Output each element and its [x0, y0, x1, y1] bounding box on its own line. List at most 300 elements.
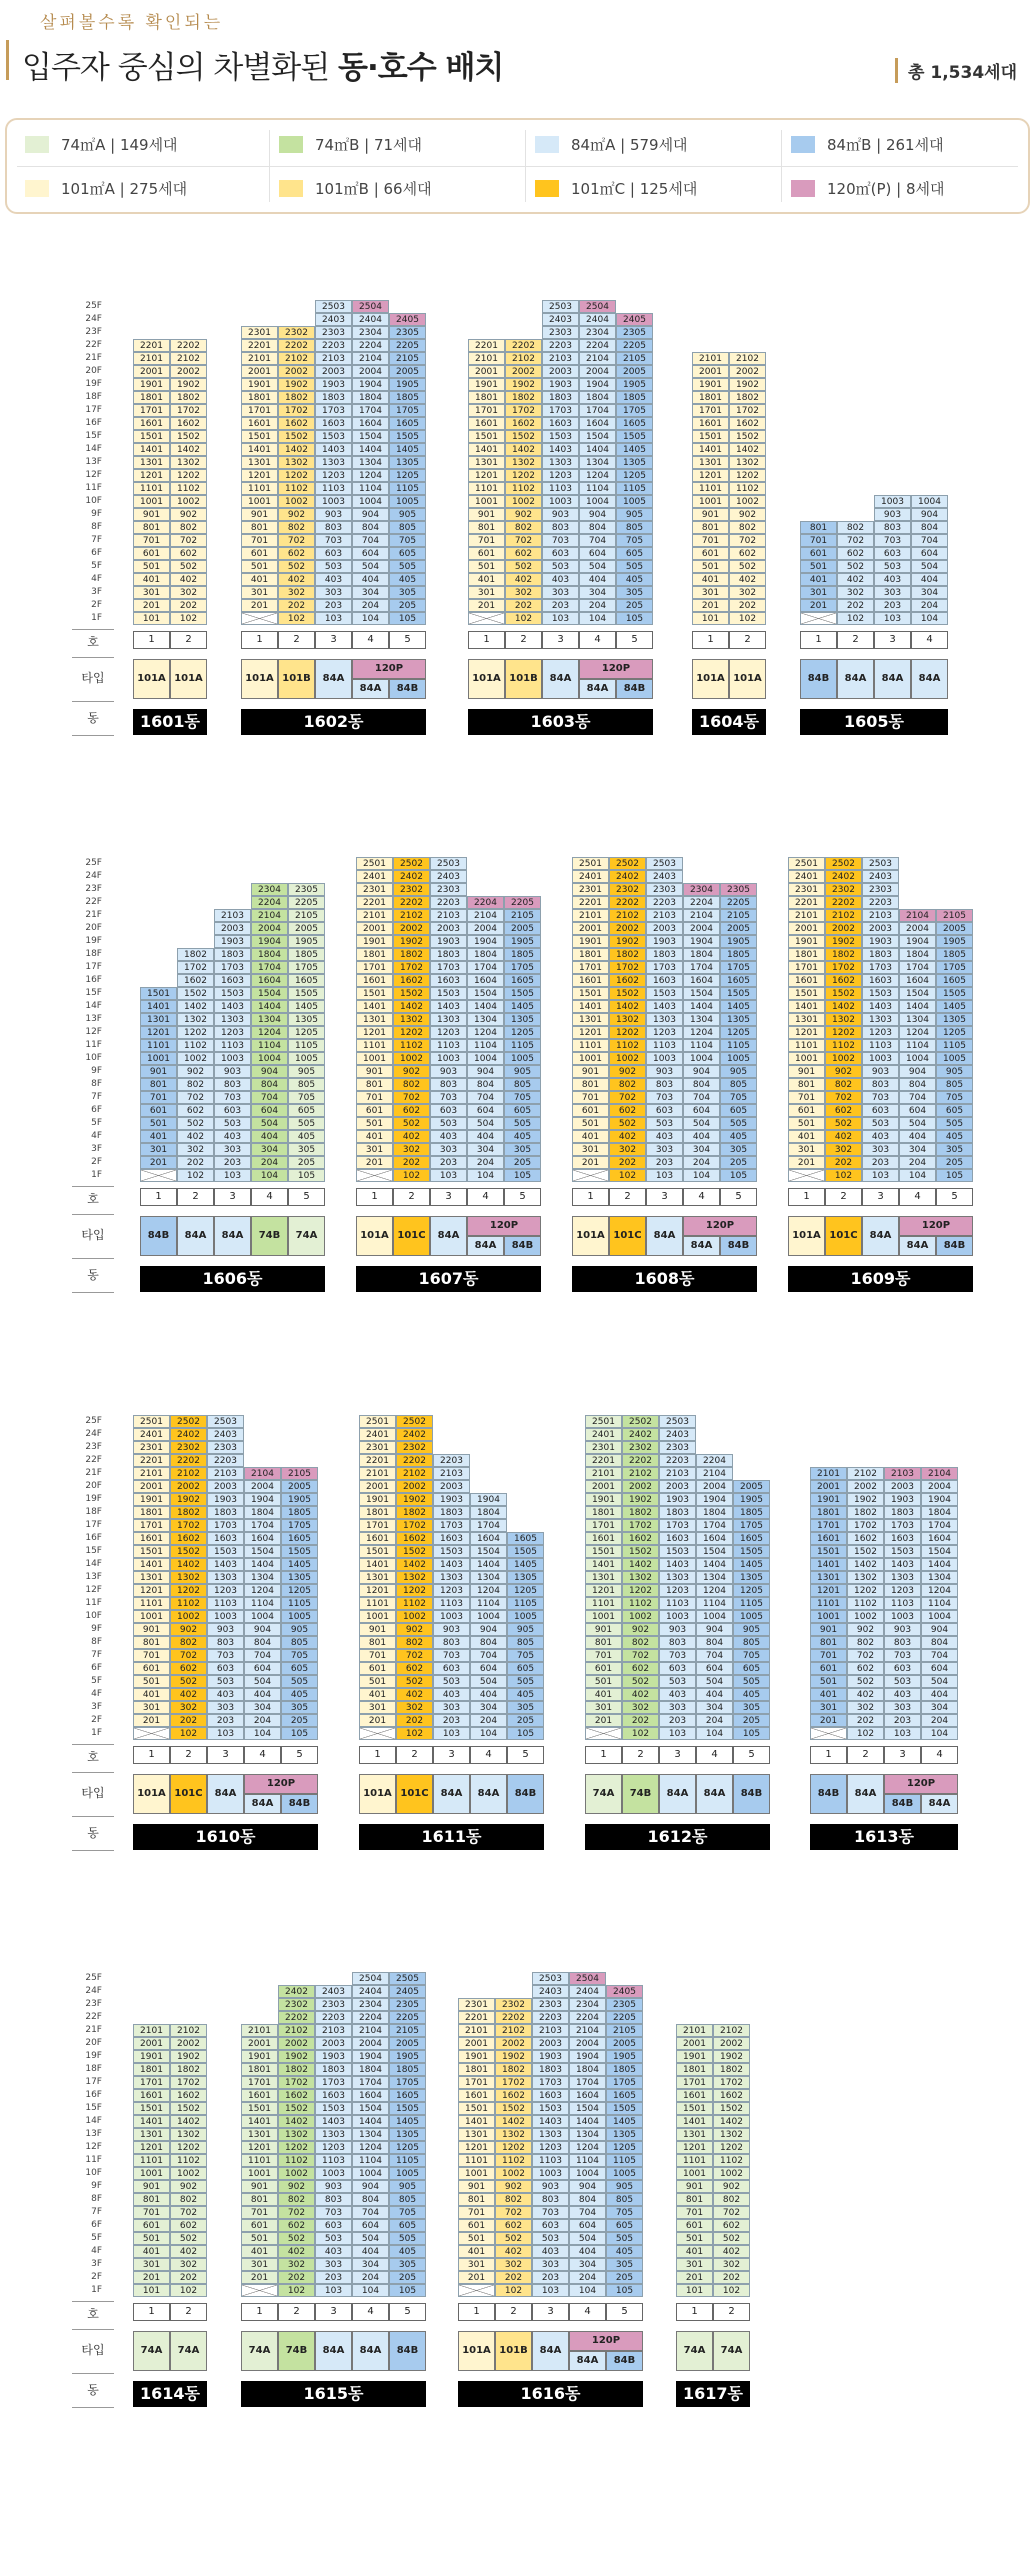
- unit-cell: 1902: [278, 2050, 315, 2063]
- ho-number: 3: [542, 631, 579, 649]
- unit-cell: 402: [278, 573, 315, 586]
- unit-cell: 1802: [170, 1506, 207, 1519]
- unit-cell: 1305: [720, 1013, 757, 1026]
- unit-cell: 2103: [884, 1467, 921, 1480]
- unit-cell: 2404: [569, 1985, 606, 1998]
- unit-cell: 404: [899, 1130, 936, 1143]
- type-cell: 84B: [389, 679, 426, 699]
- unit-cell: 1201: [359, 1584, 396, 1597]
- unit-cell: 1603: [430, 974, 467, 987]
- dong-row-label: 동: [87, 1826, 99, 1840]
- unit-cell: 504: [921, 1675, 958, 1688]
- unit-cell: 1901: [133, 378, 170, 391]
- unit-cell: 1605: [720, 974, 757, 987]
- unit-cell: 804: [352, 2193, 389, 2206]
- unit-cell: 1502: [713, 2102, 750, 2115]
- unit-cell: 202: [278, 599, 315, 612]
- unit-cell: 402: [825, 1130, 862, 1143]
- ho-number: 2: [170, 1746, 207, 1764]
- unit-cell: 1705: [389, 404, 426, 417]
- floor-label: 5F: [91, 1118, 102, 1128]
- unit-cell: 1201: [810, 1584, 847, 1597]
- unit-cell: 2202: [825, 896, 862, 909]
- unit-cell: 2204: [467, 896, 504, 909]
- unit-cell: 1703: [430, 961, 467, 974]
- unit-cell: 603: [207, 1662, 244, 1675]
- type-cell: 84A: [921, 1794, 958, 1814]
- unit-cell: 504: [579, 560, 616, 573]
- unit-cell: 1404: [251, 1000, 288, 1013]
- ho-number: 5: [281, 1746, 318, 1764]
- building-name-label: 1606동: [140, 1266, 325, 1292]
- unit-cell: 1602: [505, 417, 542, 430]
- unit-cell: 1105: [936, 1039, 973, 1052]
- unit-cell: 901: [676, 2180, 713, 2193]
- unit-cell: 1901: [356, 935, 393, 948]
- unit-cell: 1303: [433, 1571, 470, 1584]
- unit-cell: 1901: [359, 1493, 396, 1506]
- ho-number: 2: [847, 1746, 884, 1764]
- unit-cell: 1402: [393, 1000, 430, 1013]
- unit-cell: 1405: [733, 1558, 770, 1571]
- unit-cell: 1905: [606, 2050, 643, 2063]
- unit-cell: 2104: [244, 1467, 281, 1480]
- unit-cell: 1705: [606, 2076, 643, 2089]
- unit-cell: 1305: [733, 1571, 770, 1584]
- unit-cell: 1603: [646, 974, 683, 987]
- unit-cell: 1804: [352, 391, 389, 404]
- unit-cell: 704: [696, 1649, 733, 1662]
- unit-cell: 1801: [676, 2063, 713, 2076]
- unit-cell: 1701: [133, 2076, 170, 2089]
- row-divider: [72, 1214, 114, 1215]
- unit-cell: 302: [825, 1143, 862, 1156]
- unit-cell: 1905: [720, 935, 757, 948]
- unit-cell: 2303: [862, 883, 899, 896]
- unit-cell: 504: [467, 1117, 504, 1130]
- unit-cell: 1201: [788, 1026, 825, 1039]
- unit-cell: 1205: [606, 2141, 643, 2154]
- unit-cell: 2301: [133, 1441, 170, 1454]
- unit-cell: 1104: [244, 1597, 281, 1610]
- unit-cell: 303: [532, 2258, 569, 2271]
- unit-cell: 402: [847, 1688, 884, 1701]
- unit-cell: 903: [315, 2180, 352, 2193]
- floor-label: 24F: [85, 314, 102, 324]
- unit-cell: 1304: [244, 1571, 281, 1584]
- unit-cell: 1104: [251, 1039, 288, 1052]
- type-cell: 84A: [683, 1236, 720, 1256]
- unit-cell: 2303: [315, 1998, 352, 2011]
- unit-cell: 402: [713, 2245, 750, 2258]
- floor-label: 10F: [85, 1611, 102, 1621]
- unit-cell: 1102: [177, 1039, 214, 1052]
- unit-cell: 602: [847, 1662, 884, 1675]
- legend-swatch: [535, 136, 559, 153]
- floor-label: 16F: [85, 1533, 102, 1543]
- floor-label: 25F: [85, 301, 102, 311]
- unit-cell: 1501: [140, 987, 177, 1000]
- floor-label: 9F: [91, 1624, 102, 1634]
- unit-cell: 1903: [207, 1493, 244, 1506]
- dong-row-label: 동: [87, 2383, 99, 2397]
- unit-cell: 303: [542, 586, 579, 599]
- unit-cell: 1902: [505, 378, 542, 391]
- unit-cell: 1404: [244, 1558, 281, 1571]
- unit-cell: 204: [696, 1714, 733, 1727]
- unit-cell: 1605: [288, 974, 325, 987]
- unit-cell: 2103: [433, 1467, 470, 1480]
- unit-cell: [241, 2284, 278, 2297]
- unit-cell: 1302: [393, 1013, 430, 1026]
- unit-cell: 505: [389, 2232, 426, 2245]
- unit-cell: 1102: [713, 2154, 750, 2167]
- unit-cell: 305: [616, 586, 653, 599]
- unit-cell: 201: [359, 1714, 396, 1727]
- floor-label: 19F: [85, 379, 102, 389]
- unit-cell: 605: [389, 547, 426, 560]
- unit-cell: 1003: [646, 1052, 683, 1065]
- floor-label: 18F: [85, 2064, 102, 2074]
- unit-cell: 1501: [676, 2102, 713, 2115]
- unit-cell: 1001: [676, 2167, 713, 2180]
- unit-cell: 1101: [676, 2154, 713, 2167]
- unit-cell: 1803: [862, 948, 899, 961]
- unit-cell: 1003: [315, 495, 352, 508]
- row-divider: [72, 1186, 114, 1187]
- unit-cell: 1002: [278, 2167, 315, 2180]
- unit-cell: 1604: [352, 417, 389, 430]
- unit-cell: 505: [389, 560, 426, 573]
- unit-cell: 2102: [278, 2024, 315, 2037]
- unit-cell: 2001: [359, 1480, 396, 1493]
- unit-cell: 701: [572, 1091, 609, 1104]
- unit-cell: 2105: [389, 2024, 426, 2037]
- unit-cell: 105: [281, 1727, 318, 1740]
- unit-cell: 502: [713, 2232, 750, 2245]
- unit-cell: 1001: [810, 1610, 847, 1623]
- unit-cell: 1505: [936, 987, 973, 1000]
- legend-swatch: [791, 136, 815, 153]
- unit-cell: 2103: [214, 909, 251, 922]
- unit-cell: 503: [532, 2232, 569, 2245]
- ho-number: 2: [609, 1188, 646, 1206]
- ho-number: 4: [251, 1188, 288, 1206]
- unit-cell: 105: [936, 1169, 973, 1182]
- unit-cell: 2005: [504, 922, 541, 935]
- unit-cell: 204: [899, 1156, 936, 1169]
- unit-cell: 404: [251, 1130, 288, 1143]
- unit-cell: 2001: [585, 1480, 622, 1493]
- unit-cell: 2405: [606, 1985, 643, 1998]
- unit-cell: 401: [676, 2245, 713, 2258]
- unit-cell: 305: [507, 1701, 544, 1714]
- unit-cell: 1004: [467, 1052, 504, 1065]
- unit-cell: 505: [504, 1117, 541, 1130]
- unit-cell: 103: [659, 1727, 696, 1740]
- unit-cell: 1403: [659, 1558, 696, 1571]
- floor-label: 8F: [91, 1079, 102, 1089]
- unit-cell: 803: [874, 521, 911, 534]
- unit-cell: 1703: [532, 2076, 569, 2089]
- unit-cell: 305: [288, 1143, 325, 1156]
- unit-cell: 1301: [133, 456, 170, 469]
- unit-cell: 1604: [683, 974, 720, 987]
- unit-cell: 1103: [542, 482, 579, 495]
- unit-cell: 504: [244, 1675, 281, 1688]
- unit-cell: 1302: [177, 1013, 214, 1026]
- floor-label: 20F: [85, 366, 102, 376]
- type-cell: 101A: [692, 659, 729, 699]
- floor-label: 11F: [85, 2155, 102, 2165]
- unit-cell: 2204: [683, 896, 720, 909]
- building-layout: [0, 240, 1035, 2560]
- unit-cell: 802: [609, 1078, 646, 1091]
- unit-cell: 2202: [170, 1454, 207, 1467]
- unit-cell: 1001: [356, 1052, 393, 1065]
- unit-cell: 704: [352, 2206, 389, 2219]
- unit-cell: 1003: [207, 1610, 244, 1623]
- unit-cell: 405: [720, 1130, 757, 1143]
- unit-cell: 1003: [884, 1610, 921, 1623]
- unit-cell: 904: [921, 1623, 958, 1636]
- unit-cell: 1201: [133, 1584, 170, 1597]
- ho-number: 2: [278, 2303, 315, 2321]
- unit-cell: 202: [170, 599, 207, 612]
- unit-cell: 604: [921, 1662, 958, 1675]
- unit-cell: 1504: [899, 987, 936, 1000]
- unit-cell: 1605: [936, 974, 973, 987]
- ho-number: 1: [468, 631, 505, 649]
- unit-cell: 702: [396, 1649, 433, 1662]
- unit-cell: 702: [278, 2206, 315, 2219]
- unit-cell: 1204: [352, 469, 389, 482]
- unit-cell: 2001: [133, 2037, 170, 2050]
- unit-cell: 1903: [433, 1493, 470, 1506]
- unit-cell: 205: [507, 1714, 544, 1727]
- ho-number: 1: [241, 631, 278, 649]
- unit-cell: 2101: [676, 2024, 713, 2037]
- unit-cell: 705: [606, 2206, 643, 2219]
- unit-cell: 902: [278, 2180, 315, 2193]
- unit-cell: 1903: [884, 1493, 921, 1506]
- ho-number: 3: [207, 1746, 244, 1764]
- unit-cell: 1404: [921, 1558, 958, 1571]
- unit-cell: 1502: [396, 1545, 433, 1558]
- unit-cell: 1902: [170, 378, 207, 391]
- unit-cell: 401: [359, 1688, 396, 1701]
- unit-cell: 201: [676, 2271, 713, 2284]
- unit-cell: 404: [683, 1130, 720, 1143]
- unit-cell: [458, 2284, 495, 2297]
- unit-cell: 1202: [396, 1584, 433, 1597]
- unit-cell: 1405: [281, 1558, 318, 1571]
- unit-cell: 501: [810, 1675, 847, 1688]
- unit-cell: 2503: [646, 857, 683, 870]
- unit-cell: 1603: [214, 974, 251, 987]
- unit-cell: 901: [359, 1623, 396, 1636]
- unit-cell: 1702: [505, 404, 542, 417]
- unit-cell: 2002: [278, 2037, 315, 2050]
- unit-cell: 603: [532, 2219, 569, 2232]
- unit-cell: 201: [356, 1156, 393, 1169]
- unit-cell: 2503: [862, 857, 899, 870]
- ho-number: 1: [241, 2303, 278, 2321]
- ho-number: 4: [244, 1746, 281, 1764]
- floor-label: 16F: [85, 975, 102, 985]
- unit-cell: 501: [692, 560, 729, 573]
- unit-cell: 2002: [622, 1480, 659, 1493]
- unit-cell: 1102: [396, 1597, 433, 1610]
- unit-cell: 1202: [713, 2141, 750, 2154]
- unit-cell: 2101: [359, 1467, 396, 1480]
- unit-cell: 602: [609, 1104, 646, 1117]
- unit-cell: 1301: [692, 456, 729, 469]
- unit-cell: 1503: [430, 987, 467, 1000]
- unit-cell: 2104: [352, 2024, 389, 2037]
- unit-cell: 1101: [810, 1597, 847, 1610]
- unit-cell: 803: [542, 521, 579, 534]
- unit-cell: 403: [207, 1688, 244, 1701]
- unit-cell: 1502: [278, 430, 315, 443]
- unit-cell: 105: [288, 1169, 325, 1182]
- unit-cell: 602: [393, 1104, 430, 1117]
- unit-cell: 1705: [288, 961, 325, 974]
- unit-cell: 2205: [389, 2011, 426, 2024]
- unit-cell: 1804: [470, 1506, 507, 1519]
- unit-cell: 2103: [542, 352, 579, 365]
- unit-cell: 2304: [352, 1998, 389, 2011]
- unit-cell: 103: [433, 1727, 470, 1740]
- type-cell: 84A: [352, 679, 389, 699]
- unit-cell: 1503: [315, 2102, 352, 2115]
- unit-cell: 2303: [315, 326, 352, 339]
- ho-number: 3: [659, 1746, 696, 1764]
- unit-cell: 2102: [622, 1467, 659, 1480]
- unit-cell: 701: [585, 1649, 622, 1662]
- ho-number: 5: [507, 1746, 544, 1764]
- unit-cell: 2301: [585, 1441, 622, 1454]
- unit-cell: 1303: [542, 456, 579, 469]
- unit-cell: 304: [569, 2258, 606, 2271]
- unit-cell: [356, 1169, 393, 1182]
- unit-cell: 1001: [133, 1610, 170, 1623]
- unit-cell: 502: [505, 560, 542, 573]
- unit-cell: 1404: [899, 1000, 936, 1013]
- unit-cell: 1204: [696, 1584, 733, 1597]
- unit-cell: 102: [393, 1169, 430, 1182]
- unit-cell: 1003: [542, 495, 579, 508]
- unit-cell: 2105: [606, 2024, 643, 2037]
- floor-label: 24F: [85, 871, 102, 881]
- unit-cell: 2202: [278, 2011, 315, 2024]
- unit-cell: 1603: [884, 1532, 921, 1545]
- unit-cell: 1703: [207, 1519, 244, 1532]
- unit-cell: 701: [133, 1649, 170, 1662]
- unit-cell: 104: [251, 1169, 288, 1182]
- type-cell: 84A: [532, 2331, 569, 2371]
- unit-cell: 1803: [430, 948, 467, 961]
- unit-cell: 1802: [713, 2063, 750, 2076]
- unit-cell: 102: [278, 612, 315, 625]
- type-cell: 84A: [315, 2331, 352, 2371]
- unit-cell: 1904: [569, 2050, 606, 2063]
- unit-cell: 1805: [389, 2063, 426, 2076]
- unit-cell: 1405: [389, 443, 426, 456]
- unit-cell: 2204: [352, 339, 389, 352]
- unit-cell: 501: [676, 2232, 713, 2245]
- unit-cell: 1301: [133, 1571, 170, 1584]
- unit-cell: 1202: [170, 1584, 207, 1597]
- unit-cell: 2102: [278, 352, 315, 365]
- unit-cell: 402: [170, 2245, 207, 2258]
- unit-cell: 2404: [352, 313, 389, 326]
- unit-cell: 201: [800, 599, 837, 612]
- unit-cell: 202: [505, 599, 542, 612]
- unit-cell: 1101: [133, 482, 170, 495]
- unit-cell: 104: [921, 1727, 958, 1740]
- type-cell: 101A: [729, 659, 766, 699]
- unit-cell: 1202: [170, 2141, 207, 2154]
- unit-cell: 605: [606, 2219, 643, 2232]
- unit-cell: 905: [733, 1623, 770, 1636]
- unit-cell: 905: [606, 2180, 643, 2193]
- unit-cell: 1103: [646, 1039, 683, 1052]
- unit-cell: 802: [396, 1636, 433, 1649]
- unit-cell: 203: [646, 1156, 683, 1169]
- unit-cell: 302: [505, 586, 542, 599]
- unit-cell: 501: [359, 1675, 396, 1688]
- unit-cell: 2203: [433, 1454, 470, 1467]
- unit-cell: 1804: [683, 948, 720, 961]
- unit-cell: 702: [837, 534, 874, 547]
- unit-cell: 2405: [616, 313, 653, 326]
- row-divider: [72, 1816, 114, 1817]
- unit-cell: 1904: [696, 1493, 733, 1506]
- ho-number: 2: [729, 631, 766, 649]
- ho-number: 1: [585, 1746, 622, 1764]
- unit-cell: 602: [170, 2219, 207, 2232]
- unit-cell: 1504: [921, 1545, 958, 1558]
- unit-cell: 1502: [609, 987, 646, 1000]
- unit-cell: 701: [140, 1091, 177, 1104]
- unit-cell: 1702: [278, 404, 315, 417]
- unit-cell: 2301: [359, 1441, 396, 1454]
- unit-cell: 2305: [389, 1998, 426, 2011]
- floor-label: 11F: [85, 1598, 102, 1608]
- unit-cell: 504: [352, 560, 389, 573]
- unit-cell: 301: [585, 1701, 622, 1714]
- unit-cell: 1104: [470, 1597, 507, 1610]
- unit-cell: 601: [676, 2219, 713, 2232]
- unit-cell: 102: [396, 1727, 433, 1740]
- unit-cell: 302: [170, 586, 207, 599]
- floor-label: 13F: [85, 457, 102, 467]
- unit-cell: 2305: [389, 326, 426, 339]
- unit-cell: 1203: [207, 1584, 244, 1597]
- unit-cell: 703: [646, 1091, 683, 1104]
- unit-cell: 703: [862, 1091, 899, 1104]
- unit-cell: 904: [244, 1623, 281, 1636]
- unit-cell: 1305: [389, 2128, 426, 2141]
- unit-cell: 1403: [214, 1000, 251, 1013]
- unit-cell: 903: [646, 1065, 683, 1078]
- unit-cell: 1605: [281, 1532, 318, 1545]
- unit-cell: 301: [359, 1701, 396, 1714]
- type-cell: 101A: [572, 1216, 609, 1256]
- unit-cell: 1601: [133, 417, 170, 430]
- penthouse-type-cell: 120P: [352, 659, 426, 679]
